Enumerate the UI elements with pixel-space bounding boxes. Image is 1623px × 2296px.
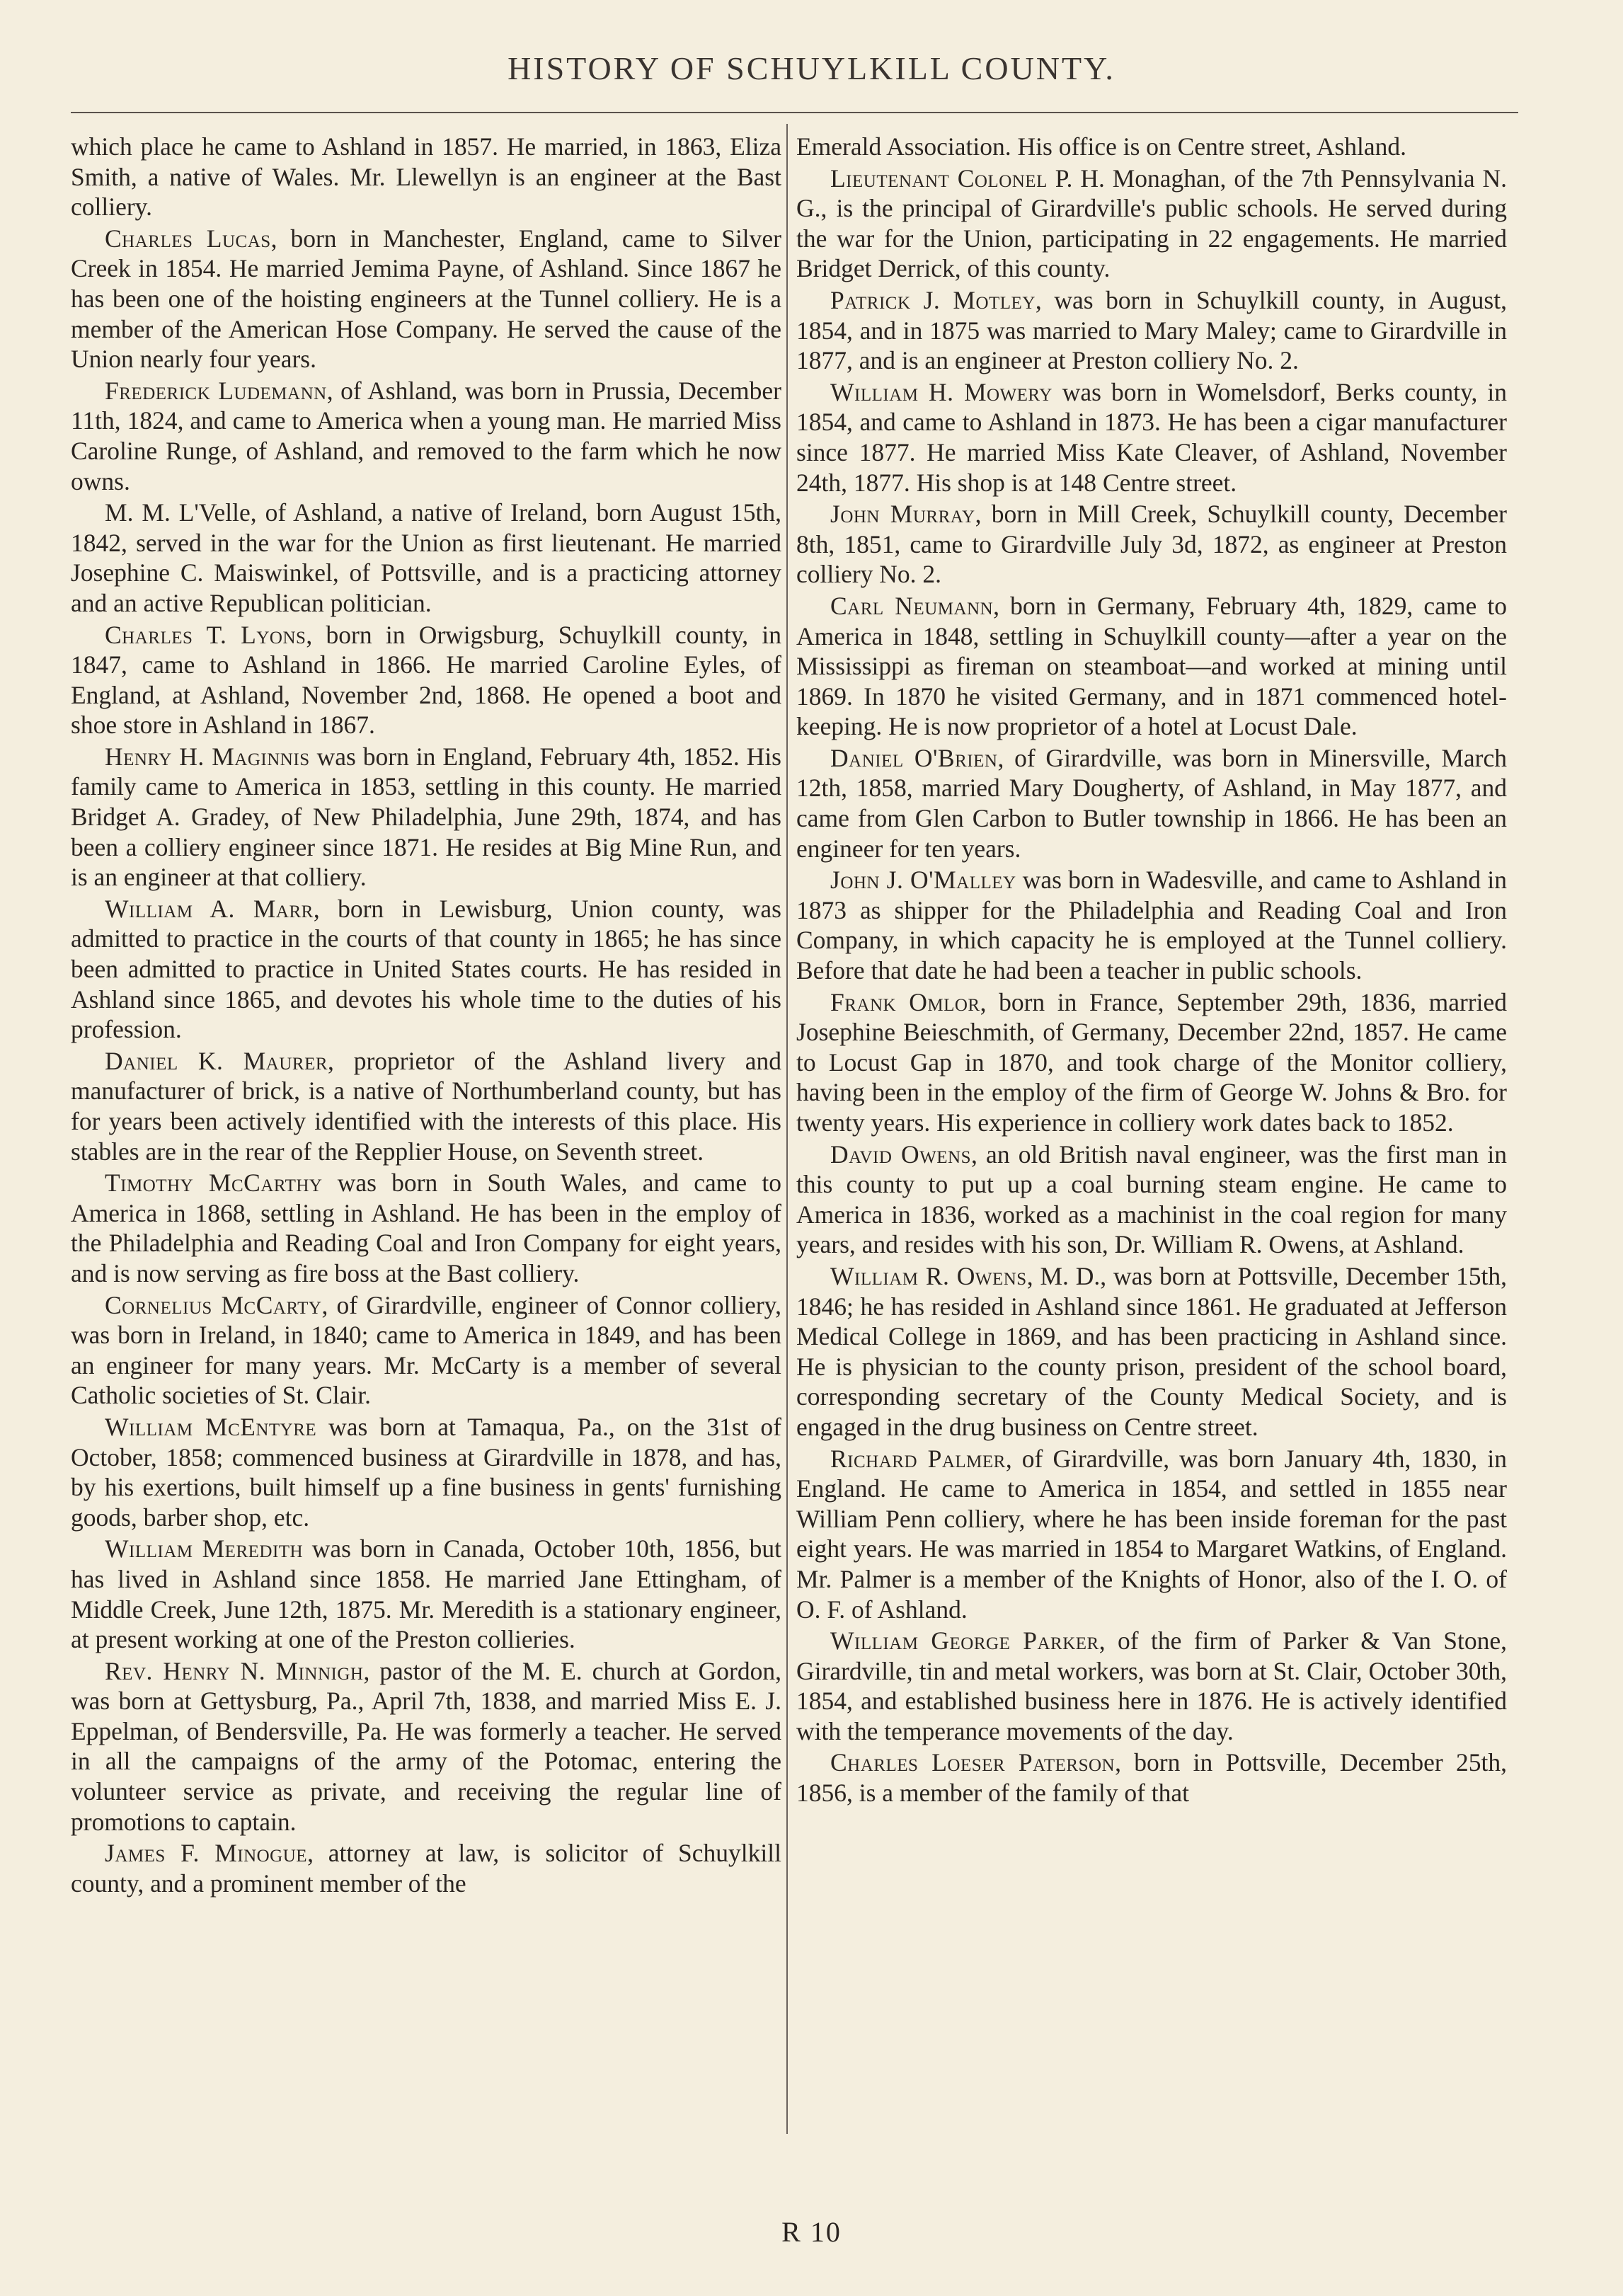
biography-text: M. M. L'Velle, of Ashland, a native of Ireland, born August 15th, 1842, served in the war for the Union as first lieutenant. He married Josephine C. Maiswinkel, of Pottsville, and is a practicing attorney and an active Republican politician. [71,498,781,617]
biography-text: , of Girardville, was born January 4th, 1830, in England. He came to America in 1854, and settled in 1855 near William Penn colliery, where he has been inside foreman for the past eight years. He was married in 1854 to Margaret Watkins, of England. Mr. Palmer is a member of the Knights of Honor, also of the I. O. of O. F. of Ashland. [796,1444,1507,1624]
person-name: Charles T. Lyons [105,620,306,649]
person-name: Patrick J. Motley [830,285,1036,314]
biography-paragraph [796,132,1507,162]
person-name: William Meredith [105,1534,304,1563]
person-name: Cornelius McCarty [105,1290,322,1319]
biography-paragraph [796,987,1507,1138]
person-name: John J. O'Malley [830,866,1016,895]
person-name: Carl Neumann [830,591,994,620]
person-name: William A. Marr [105,894,314,923]
biography-paragraph [71,132,781,222]
person-name: John Murray [830,500,975,529]
column-divider [786,124,788,2134]
biography-paragraph [71,1168,781,1288]
biography-text: , born in Manchester, England, came to Silver Creek in 1854. He married Jemima Payne, of Ashland. Since 1867 he has been one of the hoisting engineers at the Tunnel colliery. He is a member of the American Hose Company. He served the cause of the Union nearly four years. [71,224,781,374]
biography-text: was born in Womelsdorf, Berks county, in 1854, and came to Ashland in 1873. He has been a cigar manufacturer since 1877. He married Miss Kate Cleaver, of Ashland, November 24th, 1877. His shop is at 148 Centre street. [796,377,1507,497]
biography-text: was born in England, February 4th, 1852. His family came to America in 1853, settling in this county. He married Bridget A. Gradey, of New Philadelphia, June 29th, 1874, and has been a colliery engineer since 1871. He resides at Big Mine Run, and is an engineer at that colliery. [71,742,781,892]
biography-paragraph [796,1444,1507,1625]
left-column [71,132,781,1900]
biography-paragraph [71,1656,781,1837]
biography-paragraph [796,1747,1507,1808]
person-name: Timothy McCarthy [105,1169,323,1198]
biography-paragraph [71,224,781,374]
biography-text: , was born in Schuylkill county, in August, 1854, and in 1875 was married to Mary Maley; came to Girardville in 1877, and is an engineer at Preston colliery No. 2. [796,285,1507,375]
biography-text: , born in Mill Creek, Schuylkill county, December 8th, 1851, came to Girardville July 3d, 1872, as engineer at Preston colliery No. 2. [796,500,1507,589]
biography-paragraph [71,620,781,740]
right-column [796,132,1507,1810]
person-name: Rev. Henry N. Minnigh [105,1656,364,1685]
biography-text: , of the firm of Parker & Van Stone, Girardville, tin and metal workers, was born at St. Clair, October 30th, 1854, and established business here in 1876. He is actively identified with the temperance movements of the day. [796,1626,1507,1745]
person-name: William R. Owens [830,1261,1027,1290]
biography-text: P. H. Monaghan, of the 7th Pennsylvania N. G., is the principal of Girardville's public schools. He served during the war for the Union, participating in 22 engagements. He married Bridget Derrick, of this county. [796,163,1507,283]
biography-paragraph [796,285,1507,376]
person-name: Lieutenant Colonel [830,163,1048,193]
biography-paragraph [796,499,1507,590]
biography-paragraph [71,742,781,892]
biography-text: , proprietor of the Ashland livery and manufacturer of brick, is a native of Northumberland county, but has for years been actively identified with the interests of this place. His stables are in the rear of the Repplier House, on Seventh street. [71,1046,781,1166]
biography-paragraph [71,1046,781,1166]
biography-text: , born in Orwigsburg, Schuylkill county, in 1847, came to Ashland in 1866. He married Caroline Eyles, of England, at Ashland, November 2nd, 1868. He opened a boot and shoe store in Ashland in 1867. [71,620,781,740]
biography-paragraph [796,591,1507,742]
page-header: HISTORY OF SCHUYLKILL COUNTY. [507,50,1116,86]
person-name: Frederick Ludemann [105,376,327,405]
biography-paragraph [796,743,1507,863]
biography-paragraph [71,1534,781,1654]
page-folio: R 10 [781,2216,842,2248]
biography-text: , of Ashland, was born in Prussia, December 11th, 1824, and came to America when a young man. He married Miss Caroline Runge, of Ashland, and removed to the farm which he now owns. [71,376,782,495]
person-name: Daniel K. Maurer [105,1046,328,1075]
person-name: William McEntyre [105,1412,317,1441]
biography-paragraph [71,498,781,618]
person-name: Richard Palmer [830,1444,1006,1473]
biography-text: , M. D., was born at Pottsville, December 15th, 1846; he has resided in Ashland since 1861. He graduated at Jefferson Medical College in 1869, and has been practicing in Ashland since. He is physician to the county prison, president of the school board, corresponding secretary of the County Medical Society, and is engaged in the drug business on Centre street. [796,1261,1508,1441]
biography-paragraph [71,1290,781,1411]
biography-paragraph [71,376,781,496]
biography-text: , an old British naval engineer, was the first man in this county to put up a coal burning steam engine. He came to America in 1836, worked as a machinist in the coal region for many years, and resides with his son, Dr. William R. Owens, at Ashland. [796,1140,1507,1259]
biography-paragraph [796,163,1507,284]
biography-text: was born at Tamaqua, Pa., on the 31st of October, 1858; commenced business at Girardville in 1878, and has, by his exertions, built himself up a fine business in gents' furnishing goods, barber shop, etc. [71,1412,782,1532]
biography-text: , born in Pottsville, December 25th, 1856, is a member of the family of that [796,1748,1507,1808]
biography-text: , born in France, September 29th, 1836, married Josephine Beieschmith, of Germany, December 22nd, 1857. He came to Locust Gap in 1870, and took charge of the Monitor colliery, having been in the employ of the firm of George W. Johns & Bro. for twenty years. His experience in colliery work dates back to 1852. [796,987,1508,1137]
biography-text: , attorney at law, is solicitor of Schuylkill county, and a prominent member of the [71,1839,781,1898]
biography-text: , of Girardville, was born in Minersville, March 12th, 1858, married Mary Dougherty, of Ashland, in May 1877, and came from Glen Carbon to Butler township in 1866. He has been an engineer for ten years. [796,743,1508,863]
biography-text: was born in Wadesville, and came to Ashland in 1873 as shipper for the Philadelphia and Reading Coal and Iron Company, in which capacity he is employed at the Tunnel colliery. Before that date he had been a teacher in public schools. [796,866,1507,985]
person-name: Charles Lucas [105,224,271,253]
biography-paragraph [71,1412,781,1532]
biography-paragraph [796,1626,1507,1746]
person-name: William George Parker [830,1626,1099,1655]
biography-paragraph [71,894,781,1045]
biography-text: Emerald Association. His office is on Centre street, Ashland. [796,132,1407,161]
person-name: Henry H. Maginnis [105,742,310,771]
biography-paragraph [796,377,1507,498]
biography-paragraph [796,1140,1507,1260]
biography-text: , born in Germany, February 4th, 1829, came to America in 1848, settling in Schuylkill county—after a year on the Mississippi as fireman on steamboat—and worked at mining until 1869. In 1870 he visited Germany, and in 1871 commenced hotel-keeping. He is now proprietor of a hotel at Locust Dale. [796,591,1507,741]
person-name: Charles Loeser Paterson [830,1748,1116,1777]
biography-paragraph [796,1261,1507,1442]
biography-text: , of Girardville, engineer of Connor colliery, was born in Ireland, in 1840; came to America in 1849, and has been an engineer for many years. Mr. McCarty is a member of several Catholic societies of St. Clair. [71,1290,781,1410]
person-name: William H. Mowery [830,377,1053,406]
person-name: Daniel O'Brien [830,743,998,772]
biography-text: was born in Canada, October 10th, 1856, but has lived in Ashland since 1858. He married Jane Ettingham, of Middle Creek, June 12th, 1875. Mr. Meredith is a stationary engineer, at present working at one of the Preston collieries. [71,1534,781,1654]
person-name: David Owens [830,1140,972,1169]
biography-text: which place he came to Ashland in 1857. He married, in 1863, Eliza Smith, a native of Wales. Mr. Llewellyn is an engineer at the Bast colliery. [71,132,781,222]
person-name: Frank Omlor [830,987,980,1016]
biography-text: was born in South Wales, and came to America in 1868, settling in Ashland. He has been in the employ of the Philadelphia and Reading Coal and Iron Company for eight years, and is now serving as fire boss at the Bast colliery. [71,1169,782,1287]
biography-paragraph [71,1838,781,1898]
biography-paragraph [796,865,1507,985]
biography-text: , pastor of the M. E. church at Gordon, was born at Gettysburg, Pa., April 7th, 1838, and married Miss E. J. Eppelman, of Bendersville, Pa. He was formerly a teacher. He served in all the campaigns of the army of the Potomac, entering the volunteer service as private, and receiving the regular line of promotions to captain. [71,1656,781,1836]
biography-text: , born in Lewisburg, Union county, was admitted to practice in the courts of that county in 1865; he has since been admitted to practice in United States courts. He has resided in Ashland since 1865, and devotes his whole time to the duties of his profession. [71,894,781,1044]
header-rule [71,112,1518,113]
person-name: James F. Minogue [105,1839,308,1868]
